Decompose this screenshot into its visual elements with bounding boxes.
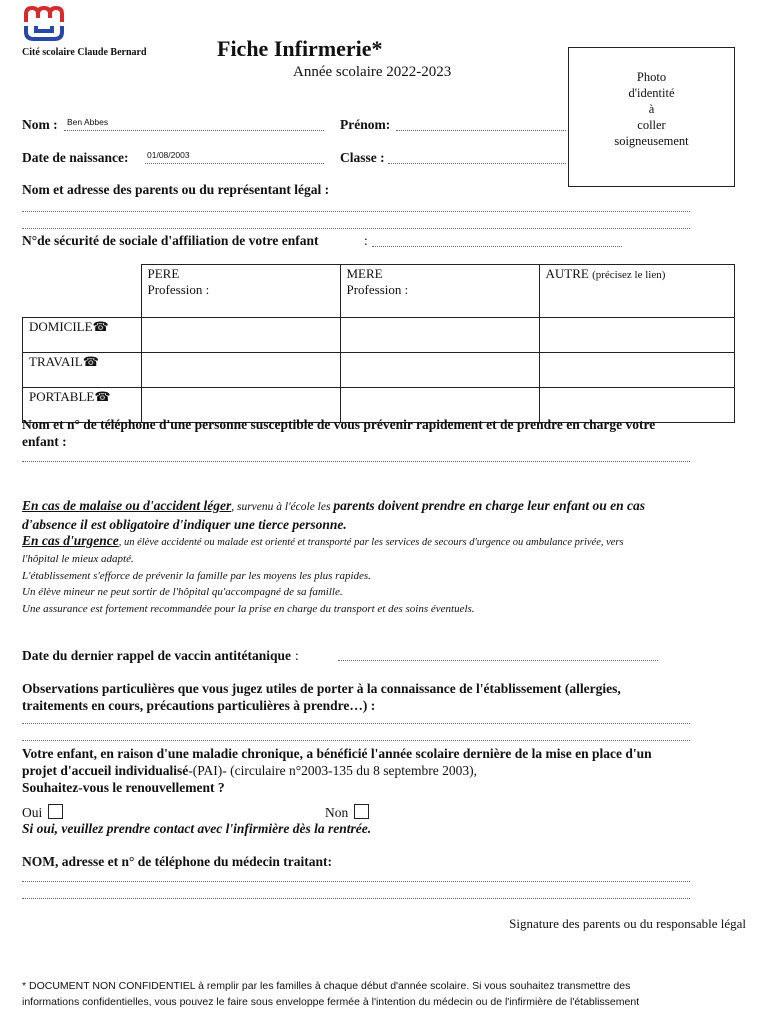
header-autre-sub: (précisez le lien) xyxy=(592,269,666,281)
parents-label: Nom et adresse des parents ou du représentant légal : xyxy=(22,182,330,197)
dob-field[interactable] xyxy=(145,163,324,164)
header-pere xyxy=(141,265,340,318)
prenom-label: Prénom: xyxy=(340,117,391,132)
nom-field[interactable] xyxy=(64,130,324,131)
row-domicile-label: DOMICILE xyxy=(29,319,93,334)
phone-icon: ☎ xyxy=(92,319,109,334)
emergency-line-1: Nom et n° de téléphone d'une personne susceptible de vous prévenir rapidement et de prendre en charge votre xyxy=(22,417,656,432)
row-travail xyxy=(23,353,142,388)
pai-block xyxy=(22,745,757,796)
footer-line-2: informations confidentielles, vous pouvez le faire sous enveloppe fermée à l'intention du médecin ou de l'infirmière de l'établissement xyxy=(22,996,640,1008)
emergency-line-2: enfant : xyxy=(22,434,67,449)
cell-travail-mere[interactable] xyxy=(340,353,539,388)
pai-note: Si oui, veuillez prendre contact avec l'infirmière dès la rentrée. xyxy=(22,821,372,836)
parents-field-line-1[interactable] xyxy=(22,211,690,212)
malaise-line-2: d'absence il est obligatoire d'indiquer une tierce personne. xyxy=(22,516,347,532)
dob-label: Date de naissance: xyxy=(22,150,129,165)
secu-field[interactable] xyxy=(372,246,622,247)
photo-text-1: Photo xyxy=(636,70,667,84)
emergency-field[interactable] xyxy=(22,461,690,462)
header-autre-title: AUTRE xyxy=(545,266,589,281)
cell-domicile-mere[interactable] xyxy=(340,318,539,353)
info-line-5: Une assurance est fortement recommandée pour la prise en charge du transport et des soins éventuels. xyxy=(22,602,475,615)
malaise-title: En cas de malaise ou d'accident léger xyxy=(22,498,232,513)
header-pere-sub: Profession : xyxy=(147,282,210,297)
observations-field-line-1[interactable] xyxy=(22,723,690,724)
vaccin-field[interactable] xyxy=(338,660,658,661)
urgence-text: , un élève accidenté ou malade est orienté et transporté par les services de secours d'urgence ou ambulance privée, vers xyxy=(118,536,624,548)
vaccin-colon: : xyxy=(295,648,299,663)
classe-field[interactable] xyxy=(388,163,566,164)
nom-label: Nom : xyxy=(22,117,58,132)
cell-travail-autre[interactable] xyxy=(539,353,735,388)
vaccin-row xyxy=(22,647,299,665)
school-name: Cité scolaire Claude Bernard xyxy=(22,47,147,58)
phone-icon: ☎ xyxy=(94,389,111,404)
observations-line-1: Observations particulières que vous jugez utiles de porter à la connaissance de l'établissement (allergies, xyxy=(22,681,621,696)
observations-line-2: traitements en cours, précautions particulières à prendre…) : xyxy=(22,698,376,713)
cell-travail-pere[interactable] xyxy=(141,353,340,388)
oui-label: Oui xyxy=(22,805,43,820)
row-travail-label: TRAVAIL xyxy=(29,354,83,369)
phone-icon: ☎ xyxy=(82,354,99,369)
nom-value: Ben Abbes xyxy=(67,117,109,127)
photo-text-2: d'identité xyxy=(628,86,675,100)
pai-line-2-rest: -(PAI)- (circulaire n°2003-135 du 8 septembre 2003), xyxy=(188,763,477,778)
dob-value: 01/08/2003 xyxy=(147,150,190,160)
signature-label: Signature des parents ou du responsable légal xyxy=(509,916,746,931)
non-option xyxy=(325,804,369,821)
prenom-field[interactable] xyxy=(396,130,566,131)
header-mere-title: MERE xyxy=(346,266,383,281)
urgence-title: En cas d'urgence xyxy=(22,532,119,548)
vaccin-label: Date du dernier rappel de vaccin antitétanique xyxy=(22,648,291,663)
contacts-table xyxy=(22,264,735,423)
medecin-field-line-1[interactable] xyxy=(22,881,690,882)
photo-text-3: à xyxy=(648,102,655,116)
school-year: Année scolaire 2022-2023 xyxy=(293,64,452,80)
secu-colon: : xyxy=(364,233,368,248)
pai-line-2-bold: projet d'accueil individualisé xyxy=(22,763,189,778)
non-label: Non xyxy=(325,805,349,820)
parents-field-line-2[interactable] xyxy=(22,228,690,229)
school-logo xyxy=(22,6,66,42)
pai-line-3: Souhaitez-vous le renouvellement ? xyxy=(22,780,225,795)
row-portable-label: PORTABLE xyxy=(29,389,95,404)
oui-checkbox[interactable] xyxy=(48,804,63,819)
header-mere-sub: Profession : xyxy=(346,282,409,297)
non-checkbox[interactable] xyxy=(354,804,369,819)
photo-text-4: coller xyxy=(637,118,666,132)
classe-label: Classe : xyxy=(340,150,385,165)
photo-box[interactable] xyxy=(568,47,735,187)
page-title: Fiche Infirmerie* xyxy=(217,36,383,61)
oui-option xyxy=(22,804,63,821)
info-line-4: Un élève mineur ne peut sortir de l'hôpital qu'accompagné de sa famille. xyxy=(22,586,343,598)
urgence-line-2: l'hôpital le mieux adapté. xyxy=(22,553,134,565)
cell-domicile-pere[interactable] xyxy=(141,318,340,353)
photo-text-5: soigneusement xyxy=(614,134,689,148)
row-domicile xyxy=(23,318,142,353)
footer-line-1: * DOCUMENT NON CONFIDENTIEL à remplir par les familles à chaque début d'année scolaire. Si vous souhaitez transmettre des xyxy=(22,980,631,992)
header-autre xyxy=(539,265,735,318)
medecin-field-line-2[interactable] xyxy=(22,898,690,899)
footer-note xyxy=(22,978,762,1010)
secu-label: N°de sécurité de sociale d'affiliation de votre enfant xyxy=(22,233,319,248)
observations-field-line-2[interactable] xyxy=(22,740,690,741)
pai-line-1: Votre enfant, en raison d'une maladie chronique, a bénéficié l'année scolaire dernière de la mise en place d'un xyxy=(22,746,652,761)
malaise-mid: , survenu à l'école les xyxy=(231,501,334,513)
medecin-label: NOM, adresse et n° de téléphone du médecin traitant: xyxy=(22,854,332,869)
header-mere xyxy=(340,265,539,318)
malaise-bold: parents doivent prendre en charge leur enfant ou en cas xyxy=(333,498,645,513)
info-block xyxy=(22,497,757,617)
emergency-contact-label xyxy=(22,416,752,450)
observations-label xyxy=(22,680,757,714)
cell-domicile-autre[interactable] xyxy=(539,318,735,353)
info-line-3: L'établissement s'efforce de prévenir la famille par les moyens les plus rapides. xyxy=(22,569,371,582)
header-pere-title: PERE xyxy=(147,266,180,281)
